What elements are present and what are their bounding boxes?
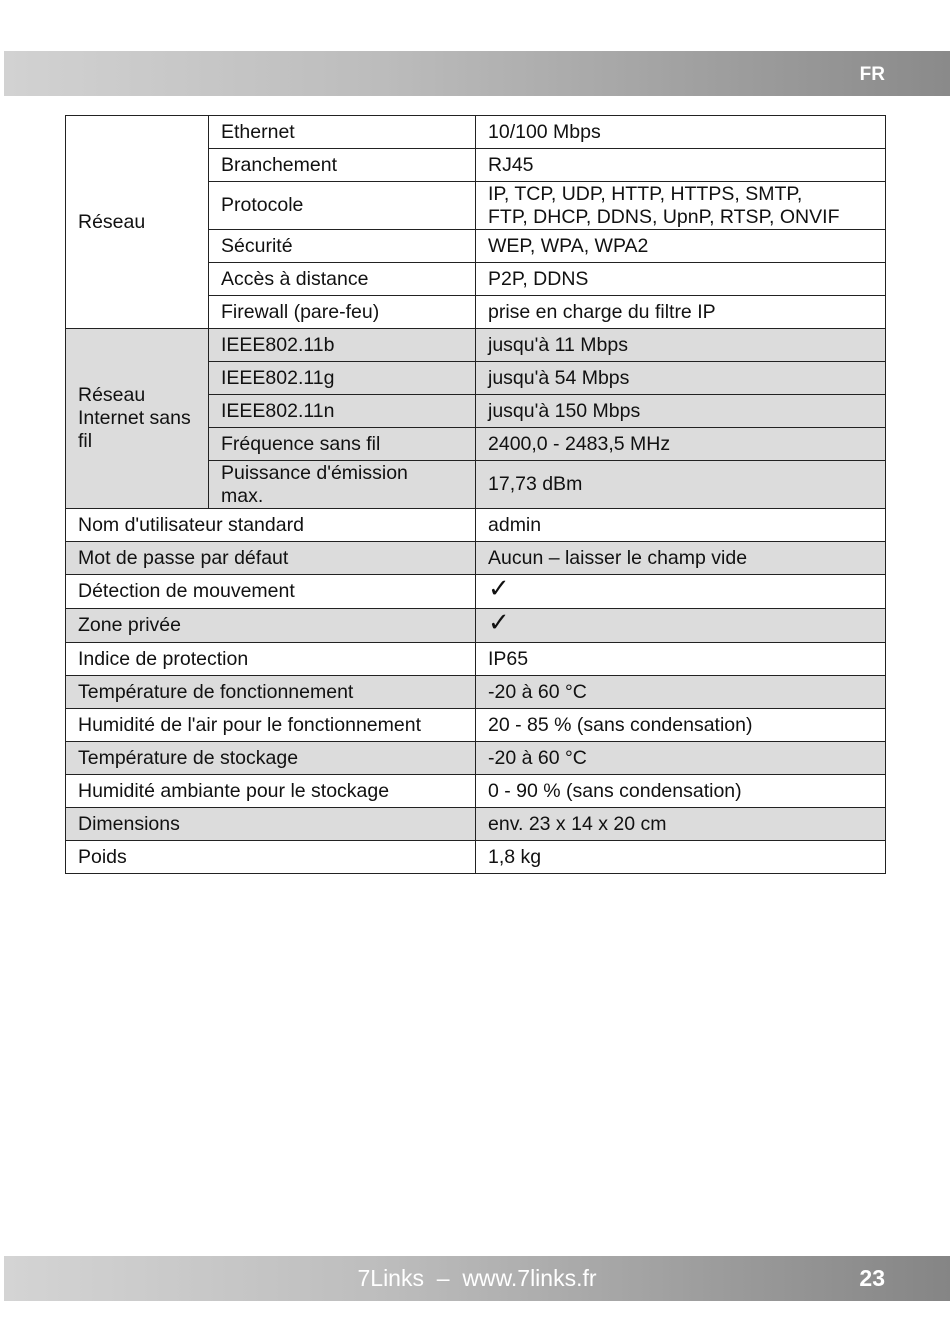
spec-label: IEEE802.11n (209, 395, 476, 428)
table-row (66, 643, 886, 676)
spec-label: Zone privée (66, 609, 476, 643)
spec-value: WEP, WPA, WPA2 (476, 230, 886, 263)
checkmark-icon: ✓ (476, 575, 886, 609)
table-row (66, 116, 886, 149)
spec-value-line: IP, TCP, UDP, HTTP, HTTPS, SMTP, (488, 182, 803, 205)
table-row (66, 329, 886, 362)
spec-value: RJ45 (476, 149, 886, 182)
header-bar (4, 51, 950, 96)
spec-value: 2400,0 - 2483,5 MHz (476, 428, 886, 461)
spec-label: Température de stockage (66, 742, 476, 775)
spec-value: jusqu'à 150 Mbps (476, 395, 886, 428)
spec-label-line: Puissance d'émission (221, 461, 408, 484)
table-row (66, 742, 886, 775)
group-label-line: Internet sans (78, 407, 191, 429)
spec-value: -20 à 60 °C (476, 742, 886, 775)
table-row (66, 841, 886, 874)
spec-value: prise en charge du filtre IP (476, 296, 886, 329)
spec-value: jusqu'à 11 Mbps (476, 329, 886, 362)
spec-label-line: max. (221, 484, 264, 507)
spec-label: Détection de mouvement (66, 575, 476, 609)
spec-label: Humidité ambiante pour le stockage (66, 775, 476, 808)
spec-value: 0 - 90 % (sans condensation) (476, 775, 886, 808)
spec-value: env. 23 x 14 x 20 cm (476, 808, 886, 841)
page-number: 23 (859, 1265, 885, 1291)
group-label-line: fil (78, 430, 93, 452)
spec-value: P2P, DDNS (476, 263, 886, 296)
spec-value: admin (476, 509, 886, 542)
spec-value: -20 à 60 °C (476, 676, 886, 709)
spec-value: IP65 (476, 643, 886, 676)
spec-label: Dimensions (66, 808, 476, 841)
footer-brand: 7Links – www.7links.fr (357, 1265, 597, 1291)
spec-label: Température de fonctionnement (66, 676, 476, 709)
spec-value: jusqu'à 54 Mbps (476, 362, 886, 395)
group-label-line: Réseau (78, 384, 146, 406)
spec-value-line: FTP, DHCP, DDNS, UpnP, RTSP, ONVIF (488, 205, 840, 228)
spec-value: 10/100 Mbps (476, 116, 886, 149)
spec-value (476, 182, 886, 230)
spec-value: 17,73 dBm (476, 461, 886, 509)
table-row (66, 575, 886, 609)
group-label-network: Réseau (66, 116, 209, 329)
spec-label: Humidité de l'air pour le fonctionnement (66, 709, 476, 742)
language-label: FR (859, 64, 885, 85)
table-row (66, 709, 886, 742)
spec-label (209, 461, 476, 509)
spec-label: Sécurité (209, 230, 476, 263)
table-row (66, 808, 886, 841)
spec-label: IEEE802.11g (209, 362, 476, 395)
spec-value: Aucun – laisser le champ vide (476, 542, 886, 575)
table-row (66, 509, 886, 542)
group-label-wireless (66, 329, 209, 509)
table-row (66, 542, 886, 575)
spec-label: Protocole (209, 182, 476, 230)
spec-value: 20 - 85 % (sans condensation) (476, 709, 886, 742)
footer-bar (4, 1256, 950, 1301)
spec-label: Poids (66, 841, 476, 874)
spec-label: IEEE802.11b (209, 329, 476, 362)
table-row (66, 609, 886, 643)
spec-label: Firewall (pare-feu) (209, 296, 476, 329)
spec-label: Fréquence sans fil (209, 428, 476, 461)
spec-label: Branchement (209, 149, 476, 182)
spec-label: Nom d'utilisateur standard (66, 509, 476, 542)
table-row (66, 775, 886, 808)
checkmark-icon: ✓ (476, 609, 886, 643)
spec-label: Mot de passe par défaut (66, 542, 476, 575)
spec-value: 1,8 kg (476, 841, 886, 874)
specifications-table (65, 115, 886, 874)
spec-label: Ethernet (209, 116, 476, 149)
spec-label: Accès à distance (209, 263, 476, 296)
spec-label: Indice de protection (66, 643, 476, 676)
table-row (66, 676, 886, 709)
